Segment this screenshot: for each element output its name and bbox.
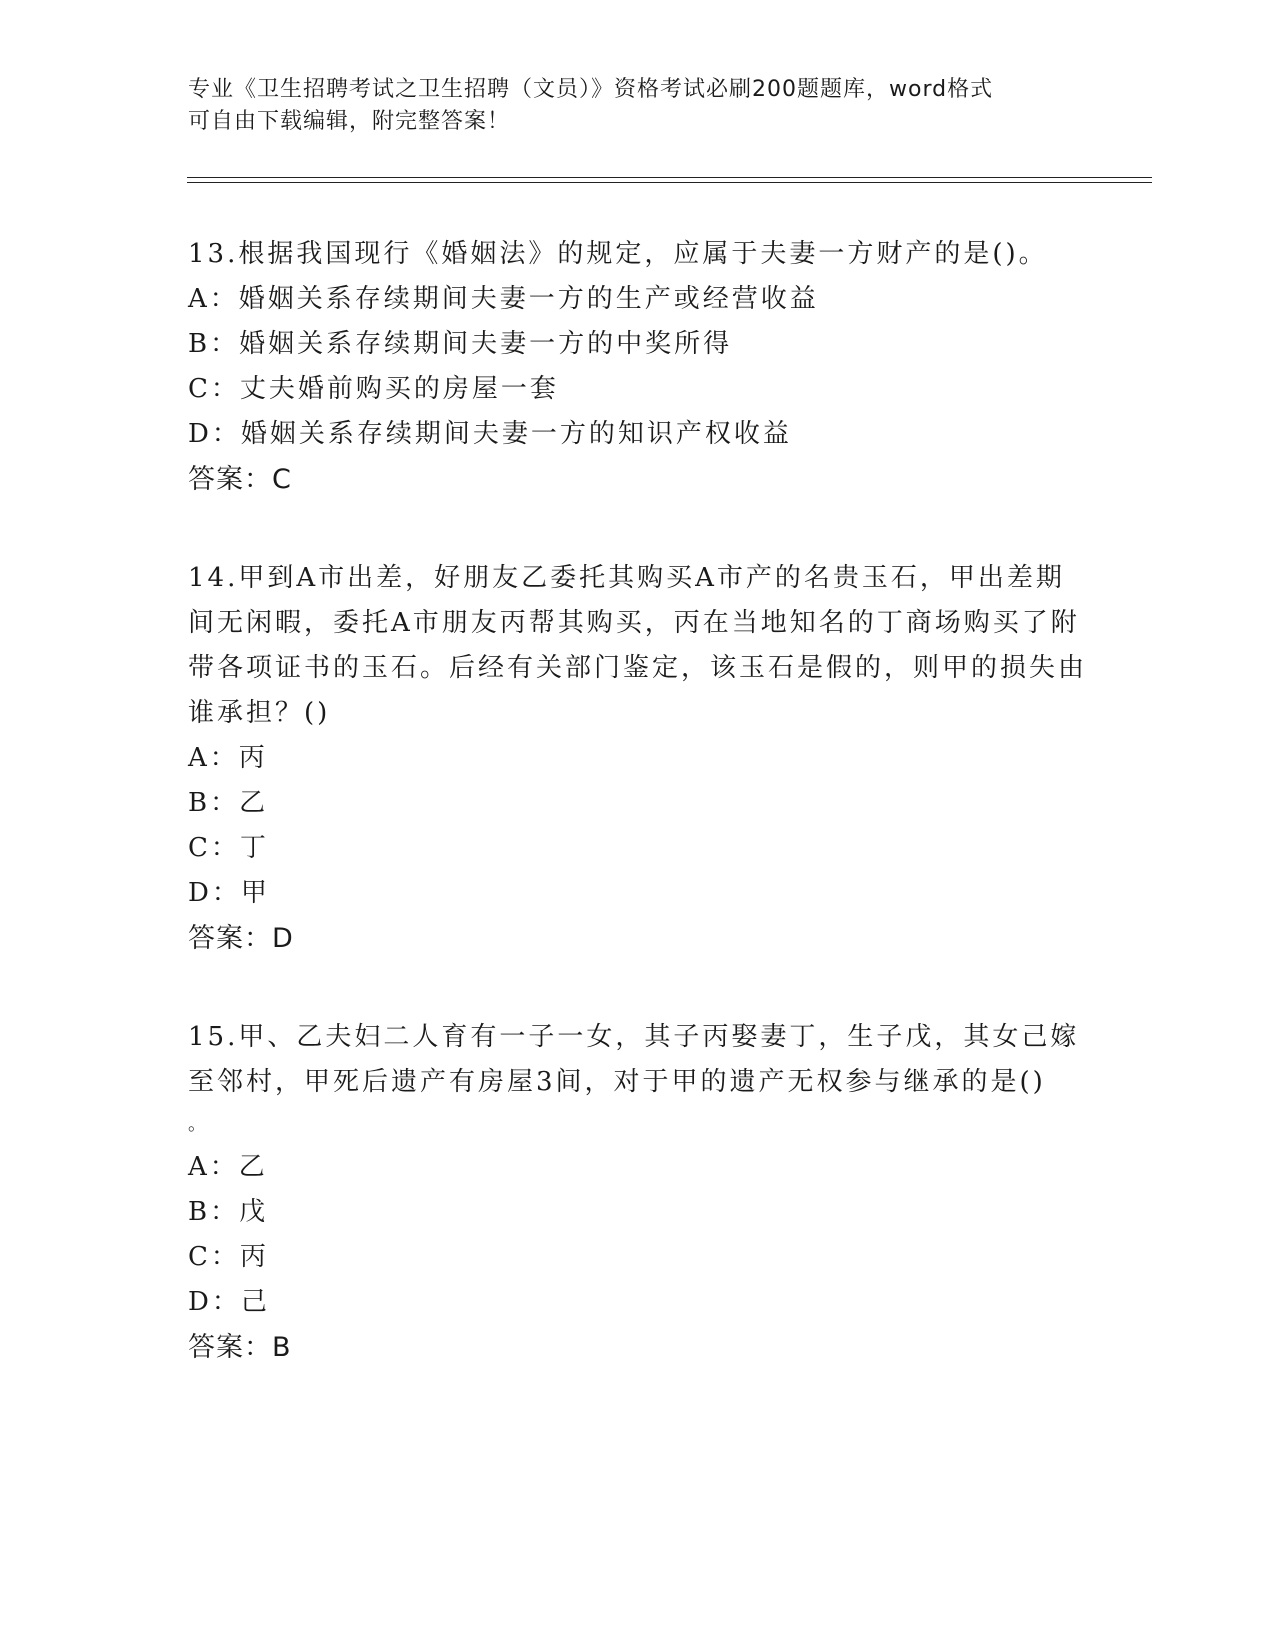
option-b: B：戊 xyxy=(188,1197,269,1227)
option-d: D：甲 xyxy=(188,878,270,908)
header-line-2: 可自由下载编辑，附完整答案！ xyxy=(188,109,511,134)
header-line-1: 专业《卫生招聘考试之卫生招聘（文员）》资格考试必刷200题题库，word格式 xyxy=(188,77,994,102)
question-list xyxy=(188,232,1088,1424)
option-d: D：己 xyxy=(188,1287,270,1317)
question-stem-tail: 。 xyxy=(188,1114,209,1135)
answer: 答案：C xyxy=(188,464,292,495)
answer: 答案：D xyxy=(188,923,294,954)
question-stem-text: 15.甲、乙夫妇二人育有一子一女，其子丙娶妻丁，生子戊，其女己嫁至邻村，甲死后遗产有房屋3间，对于甲的遗产无权参与继承的是() xyxy=(188,1022,1080,1097)
answer: 答案：B xyxy=(188,1332,292,1363)
option-d: D：婚姻关系存续期间夫妻一方的知识产权收益 xyxy=(188,419,792,449)
header-divider-top xyxy=(187,177,1152,178)
option-c: C：丙 xyxy=(188,1242,269,1272)
document-header xyxy=(188,74,1088,138)
question-stem xyxy=(188,1015,1088,1145)
option-a: A：乙 xyxy=(188,1152,268,1182)
header-divider-bottom xyxy=(187,182,1152,183)
question-14 xyxy=(188,556,1088,961)
option-a: A：婚姻关系存续期间夫妻一方的生产或经营收益 xyxy=(188,284,819,314)
question-13 xyxy=(188,232,1088,502)
question-15 xyxy=(188,1015,1088,1370)
option-b: B：乙 xyxy=(188,788,269,818)
option-c: C：丈夫婚前购买的房屋一套 xyxy=(188,374,559,404)
question-stem: 13.根据我国现行《婚姻法》的规定，应属于夫妻一方财产的是()。 xyxy=(188,239,1048,269)
option-a: A：丙 xyxy=(188,743,268,773)
option-b: B：婚姻关系存续期间夫妻一方的中奖所得 xyxy=(188,329,733,359)
option-c: C：丁 xyxy=(188,833,269,863)
question-stem: 14.甲到A市出差，好朋友乙委托其购买A市产的名贵玉石，甲出差期间无闲暇，委托A市朋友丙帮其购买，丙在当地知名的丁商场购买了附带各项证书的玉石。后经有关部门鉴定，该玉石是假的，则甲的损失由谁承担？() xyxy=(188,563,1088,728)
